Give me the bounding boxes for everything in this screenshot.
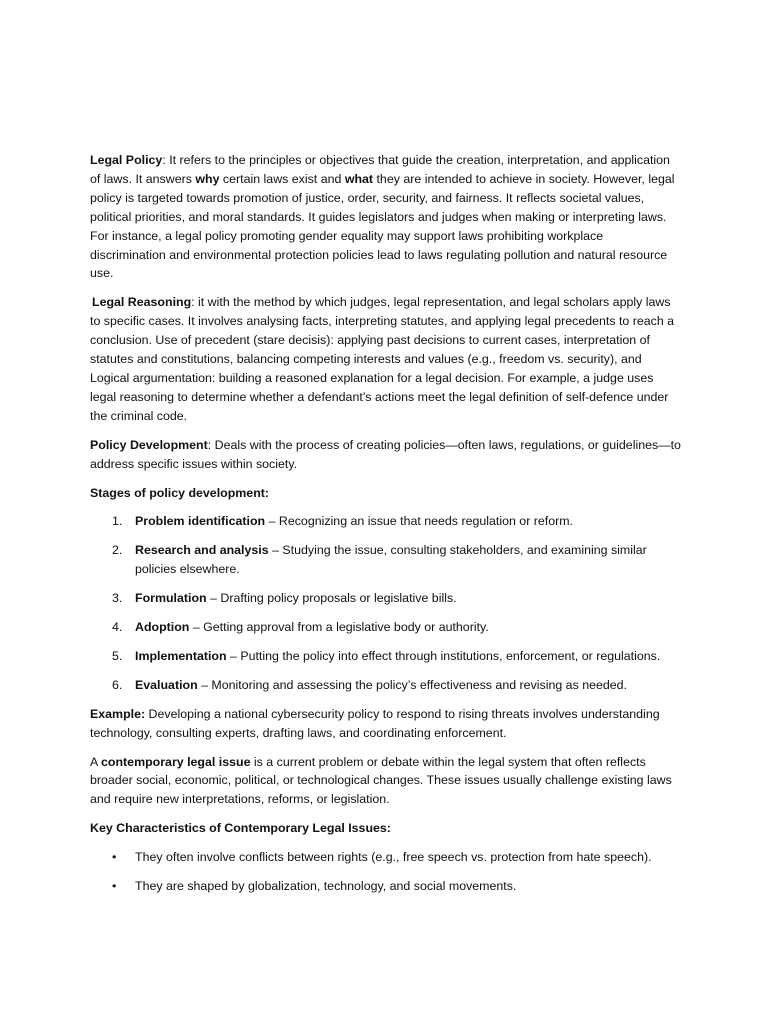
what-emphasis: what — [344, 171, 374, 186]
key-characteristics-heading-text: Key Characteristics of Contemporary Legal Issues: — [90, 821, 391, 836]
stage-text: – Putting the policy into effect through institutions, enforcement, or regulations. — [226, 648, 661, 663]
stage-text: – Studying the issue, consulting stakeholders, and examining similar policies elsewhere. — [135, 543, 647, 577]
policy-development-term: Policy Development — [90, 437, 208, 452]
legal-reasoning-paragraph — [90, 293, 682, 425]
legal-policy-text-3: they are intended to achieve in society. However, legal policy is targeted towards promotion of justice, order, security, and fairness. It reflects societal values, political priorities, and moral standards. It guides legislators and judges when making or interpreting laws. For instance, a legal policy promoting gender equality may support laws prohibiting workplace discrimination and environmental protection policies lead to laws regulating pollution and natural resource use. — [90, 171, 675, 281]
characteristic-text: They often involve conflicts between rights (e.g., free speech vs. protection from hate speech). — [135, 850, 652, 865]
list-number: 2. — [112, 543, 123, 558]
list-item — [90, 589, 682, 608]
legal-reasoning-term: Legal Reasoning — [92, 295, 192, 310]
legal-policy-text-2: certain laws exist and — [219, 171, 345, 186]
legal-policy-paragraph — [90, 151, 682, 283]
stages-list — [90, 512, 682, 694]
why-emphasis: why — [195, 171, 220, 186]
list-number: 1. — [112, 514, 123, 529]
list-number: 3. — [112, 591, 123, 606]
example-text: Developing a national cybersecurity policy to respond to rising threats involves understanding technology, consulting experts, drafting laws, and coordinating enforcement. — [90, 706, 660, 740]
example-paragraph — [90, 705, 682, 743]
contemporary-text: is a current problem or debate within the legal system that often reflects broader social, economic, political, or technological changes. These issues usually challenge existing laws and require new interpretations, reforms, or legislation. — [90, 754, 672, 807]
stages-heading — [90, 484, 682, 503]
stages-heading-text: Stages of policy development: — [90, 485, 270, 500]
list-item — [90, 618, 682, 637]
example-label: Example: — [90, 706, 146, 721]
list-number: 5. — [112, 648, 123, 663]
list-item — [90, 541, 682, 579]
policy-development-text: : Deals with the process of creating policies—often laws, regulations, or guidelines—to address specific issues within society. — [90, 437, 681, 471]
stage-text: – Getting approval from a legislative body or authority. — [189, 620, 489, 635]
stage-term: Research and analysis — [135, 543, 269, 558]
contemporary-paragraph — [90, 753, 682, 810]
key-characteristics-heading — [90, 819, 682, 838]
stage-text: – Drafting policy proposals or legislative bills. — [206, 591, 457, 606]
list-item — [90, 848, 682, 867]
characteristic-text: They are shaped by globalization, technology, and social movements. — [135, 879, 517, 894]
stage-term: Formulation — [135, 591, 207, 606]
document-page — [90, 151, 682, 906]
contemporary-lead: A — [90, 754, 102, 769]
list-number: 6. — [112, 677, 123, 692]
legal-policy-text-1: : It refers to the principles or objectives that guide the creation, interpretation, and application of laws. It answers — [90, 153, 670, 186]
stage-term: Implementation — [135, 648, 227, 663]
stage-text: – Monitoring and assessing the policy’s effectiveness and revising as needed. — [197, 677, 628, 692]
characteristics-list — [90, 848, 682, 896]
bullet-icon: • — [112, 879, 117, 894]
list-item — [90, 877, 682, 896]
stage-term: Problem identification — [135, 514, 266, 529]
list-number: 4. — [112, 620, 123, 635]
policy-development-paragraph — [90, 436, 682, 474]
contemporary-term: contemporary legal issue — [101, 754, 251, 769]
bullet-icon: • — [112, 850, 117, 865]
legal-reasoning-text: : it with the method by which judges, legal representation, and legal scholars apply laws to specific cases. It involves analysing facts, interpreting statutes, and applying legal precedents to reach a conclusion. Use of precedent (stare decisis): applying past decisions to current cases, interpretation of statutes and constitutions, balancing competing interests and values (e.g., freedom vs. security), and Logical argumentation: building a reasoned explanation for a legal decision. For example, a judge uses legal reasoning to determine whether a defendant’s actions meet the legal definition of self-defence under the criminal code. — [90, 295, 675, 423]
legal-policy-term: Legal Policy — [90, 153, 163, 167]
list-item — [90, 647, 682, 666]
stage-text: – Recognizing an issue that needs regulation or reform. — [265, 514, 574, 529]
stage-term: Adoption — [135, 620, 190, 635]
stage-term: Evaluation — [135, 677, 198, 692]
list-item — [90, 676, 682, 695]
list-item — [90, 512, 682, 531]
